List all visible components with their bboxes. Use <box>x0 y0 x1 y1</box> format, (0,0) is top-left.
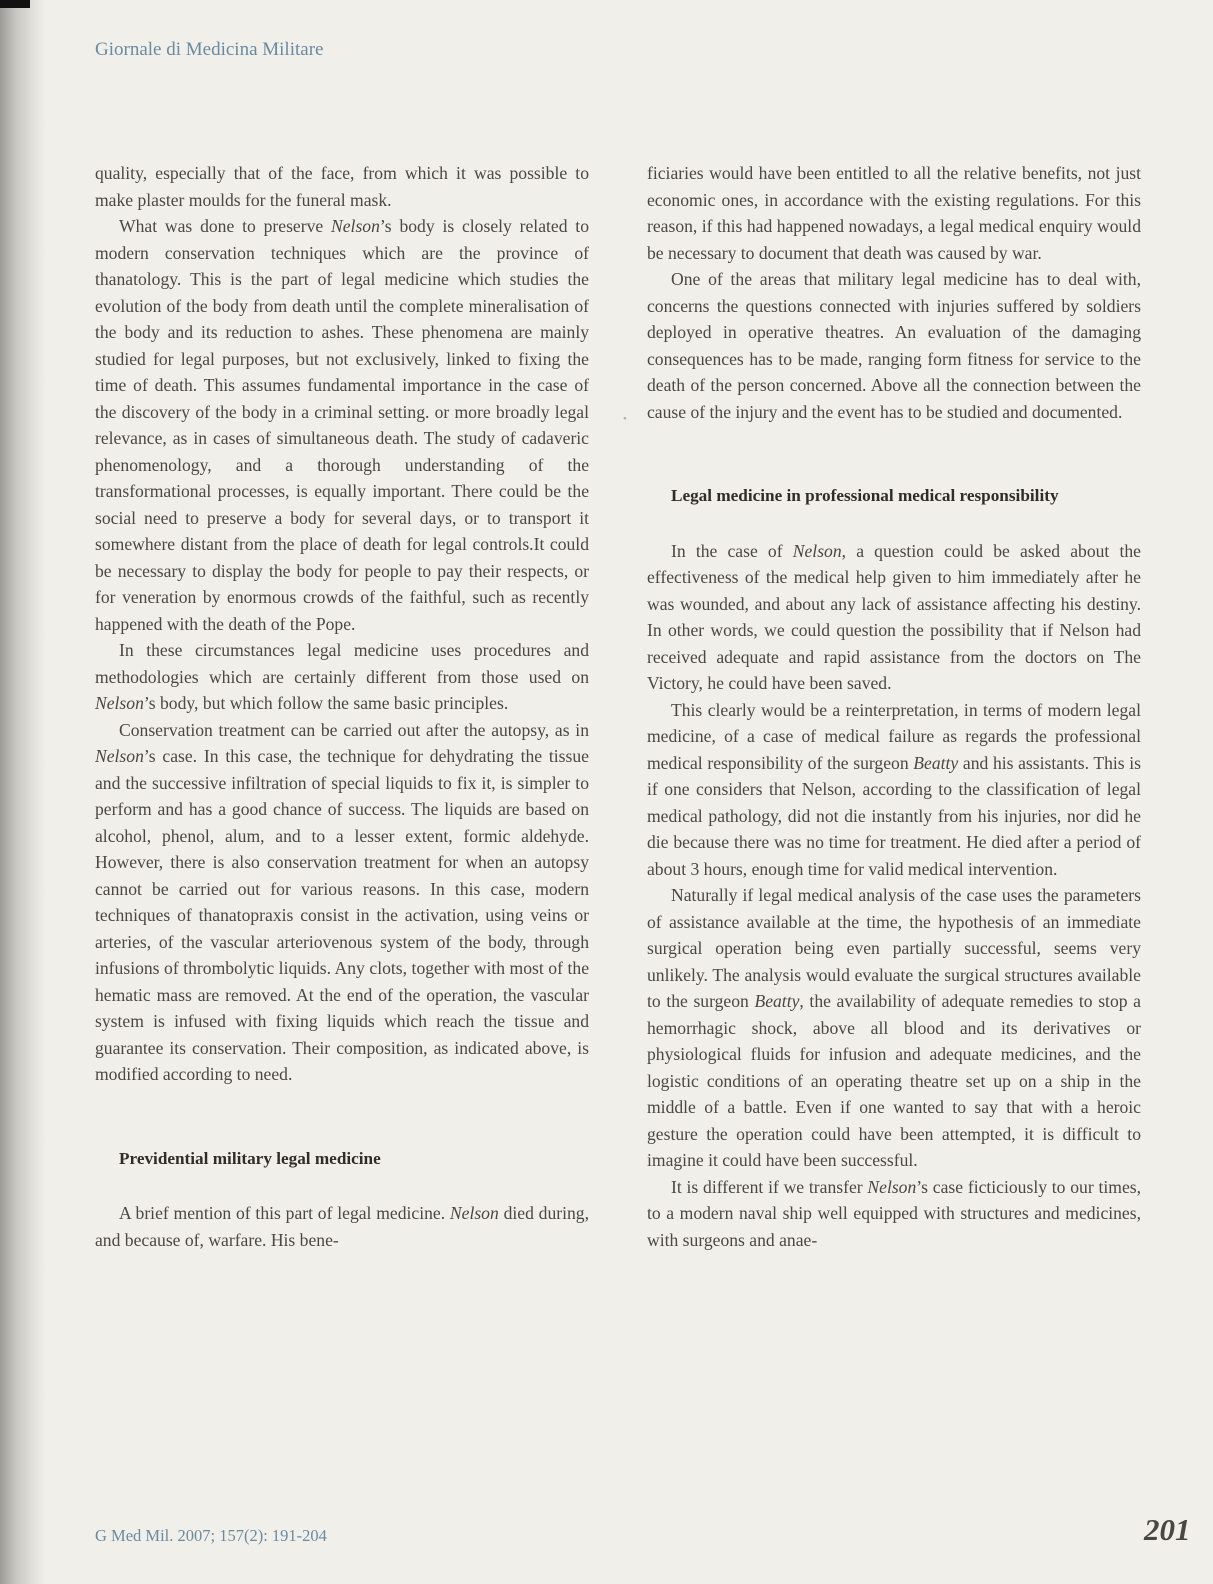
scan-speck: • <box>623 413 627 425</box>
paragraph-military-legal-medicine: One of the areas that military legal medicine has to deal with, concerns the questions connected with injuries suffered by soldiers deployed in operative theatres. An evaluation of the damaging consequences has to be made, ranging form fitness for service to the death of the person concerned. Above all the connection between the cause of the injury and the event has to be studied and documented. <box>647 269 1141 422</box>
paragraph-continuation: quality, especially that of the face, from which it was possible to make plaster moulds for the funeral mask. <box>95 163 589 210</box>
text-run: Naturally if legal medical analysis of the case uses the parameters of assistance available at the time, the hypothesis of an immediate surgical operation being even partially successful, seems very unlikely. The analysis would evaluate the surgical structures available to the surgeon <box>647 885 1141 1011</box>
text-run: A brief mention of this part of legal medicine. <box>119 1203 450 1223</box>
text-run: and his assistants. This is if one considers that Nelson, according to the classification of legal medical pathology, did not die instantly from his injuries, nor did he die because there was no time for treatment. He died after a period of about 3 hours, enough time for valid medical intervention. <box>647 752 1141 879</box>
italic-name: Beatty <box>754 991 800 1011</box>
paragraph-conservation-treatment <box>95 717 589 1088</box>
running-header-journal-title: Giornale di Medicina Militare <box>95 39 324 60</box>
paragraph-procedures <box>95 637 589 717</box>
section-heading-professional-responsibility: Legal medicine in professional medical responsibility <box>671 486 1059 505</box>
paragraph-reinterpretation <box>647 697 1141 883</box>
text-run: Conservation treatment can be carried out after the autopsy, as in <box>119 719 589 740</box>
text-run: What was done to preserve <box>119 216 332 236</box>
text-run: This clearly would be a reinterpretation, in terms of modern legal medicine, of a case of medical failure as regards the professional medical responsibility of the surgeon <box>647 699 1141 773</box>
text-run: , the availability of adequate remedies to stop a hemorrhagic shock, above all blood and its derivatives or physiological fluids for infusion and adequate medicines, and the logistic conditions of an operating theatre set up on a ship in the middle of a battle. Even if one wanted to say that with a heroic gesture the operation could have been attempted, it is difficult to imagine it could have been successful. <box>647 991 1141 1170</box>
text-run: ’s body is closely related to modern conservation techniques which are the province of thanatology. This is the part of legal medicine which studies the evolution of the body from death until the complete mineralisation of the body and its reduction to ashes. These phenomena are mainly studied for legal purposes, but not exclusively, linked to fixing the time of death. This assumes fundamental importance in the case of the discovery of the body in a criminal setting. or more broadly legal relevance, as in cases of simultaneous death. The study of cadaveric phenomenology, and a thorough understanding of the transformational processes, is equally important. There could be the social need to preserve a body for several days, or to transport it somewhere distant from the place of death for legal controls.It could be necessary to display the body for people to pay their respects, or for veneration by enormous crowds of the faithful, such as recently happened with the death of the Pope. <box>95 216 589 634</box>
text-run: ’s case. In this case, the technique for dehydrating the tissue and the successive infiltration of special liquids to fix it, is simpler to perform and has a good chance of success. The liquids are based on alcohol, phenol, alum, and to a lesser extent, formic aldehyde. However, there is also conservation treatment for when an autopsy cannot be carried out for various reasons. In this case, modern techniques of thanatopraxis consist in the activation, using veins or arteries, of the vascular arteriovenous system of the body, through infusions of thrombolytic liquids. Any clots, together with most of the hematic mass are removed. At the end of the operation, the vascular system is infused with fixing liquids which reach the tissue and guarantee its conservation. Their composition, as indicated above, is modified according to need. <box>95 746 589 1084</box>
right-column <box>647 160 1141 1253</box>
text-run: ’s body, but which follow the same basic principles. <box>143 693 509 713</box>
left-column <box>95 160 589 1253</box>
paragraph-modern-transfer <box>647 1174 1141 1254</box>
paragraph-thanatology <box>95 213 589 637</box>
italic-name: Nelson <box>449 1203 499 1223</box>
book-spine-shadow <box>0 0 46 1584</box>
italic-name: Nelson <box>95 746 144 766</box>
italic-name: Nelson <box>331 216 380 236</box>
paragraph-analysis <box>647 882 1141 1174</box>
italic-name: Nelson <box>867 1176 917 1197</box>
italic-name: Nelson <box>792 540 842 561</box>
italic-name: Beatty <box>913 752 959 773</box>
paragraph-case-of-nelson <box>647 538 1141 697</box>
spacer <box>95 1088 589 1146</box>
text-run: In the case of <box>671 540 793 561</box>
spacer <box>647 425 1141 483</box>
footer-citation: G Med Mil. 2007; 157(2): 191-204 <box>95 1526 327 1545</box>
paragraph-continuation: ficiaries would have been entitled to all the relative benefits, not just economic ones, in accordance with the existing regulations. For this reason, if this had happened nowadays, a legal medical enquiry would be necessary to document that death was caused by war. <box>647 163 1141 263</box>
text-run: , a question could be asked about the effectiveness of the medical help given to him immediately after he was wounded, and about any lack of assistance affecting his destiny. In other words, we could question the possibility that if Nelson had received adequate and rapid assistance from the doctors on The Victory, he could have been saved. <box>647 540 1141 693</box>
section-heading-previdential: Previdential military legal medicine <box>119 1148 381 1168</box>
italic-name: Nelson <box>95 693 144 713</box>
spacer <box>95 1172 589 1200</box>
text-run: In these circumstances legal medicine uses procedures and methodologies which are certainly different from those used on <box>95 640 589 687</box>
text-run: ’s case ficticiously to our times, to a modern naval ship well equipped with structures and medicines, with surgeons and anae- <box>647 1176 1141 1250</box>
text-run: It is different if we transfer <box>671 1176 868 1197</box>
page-number: 201 <box>1144 1512 1191 1547</box>
text-run: died during, and because of, warfare. His bene- <box>95 1203 589 1250</box>
spacer <box>647 510 1141 538</box>
paragraph-brief-mention <box>95 1200 589 1253</box>
scan-corner-mark <box>0 0 30 8</box>
